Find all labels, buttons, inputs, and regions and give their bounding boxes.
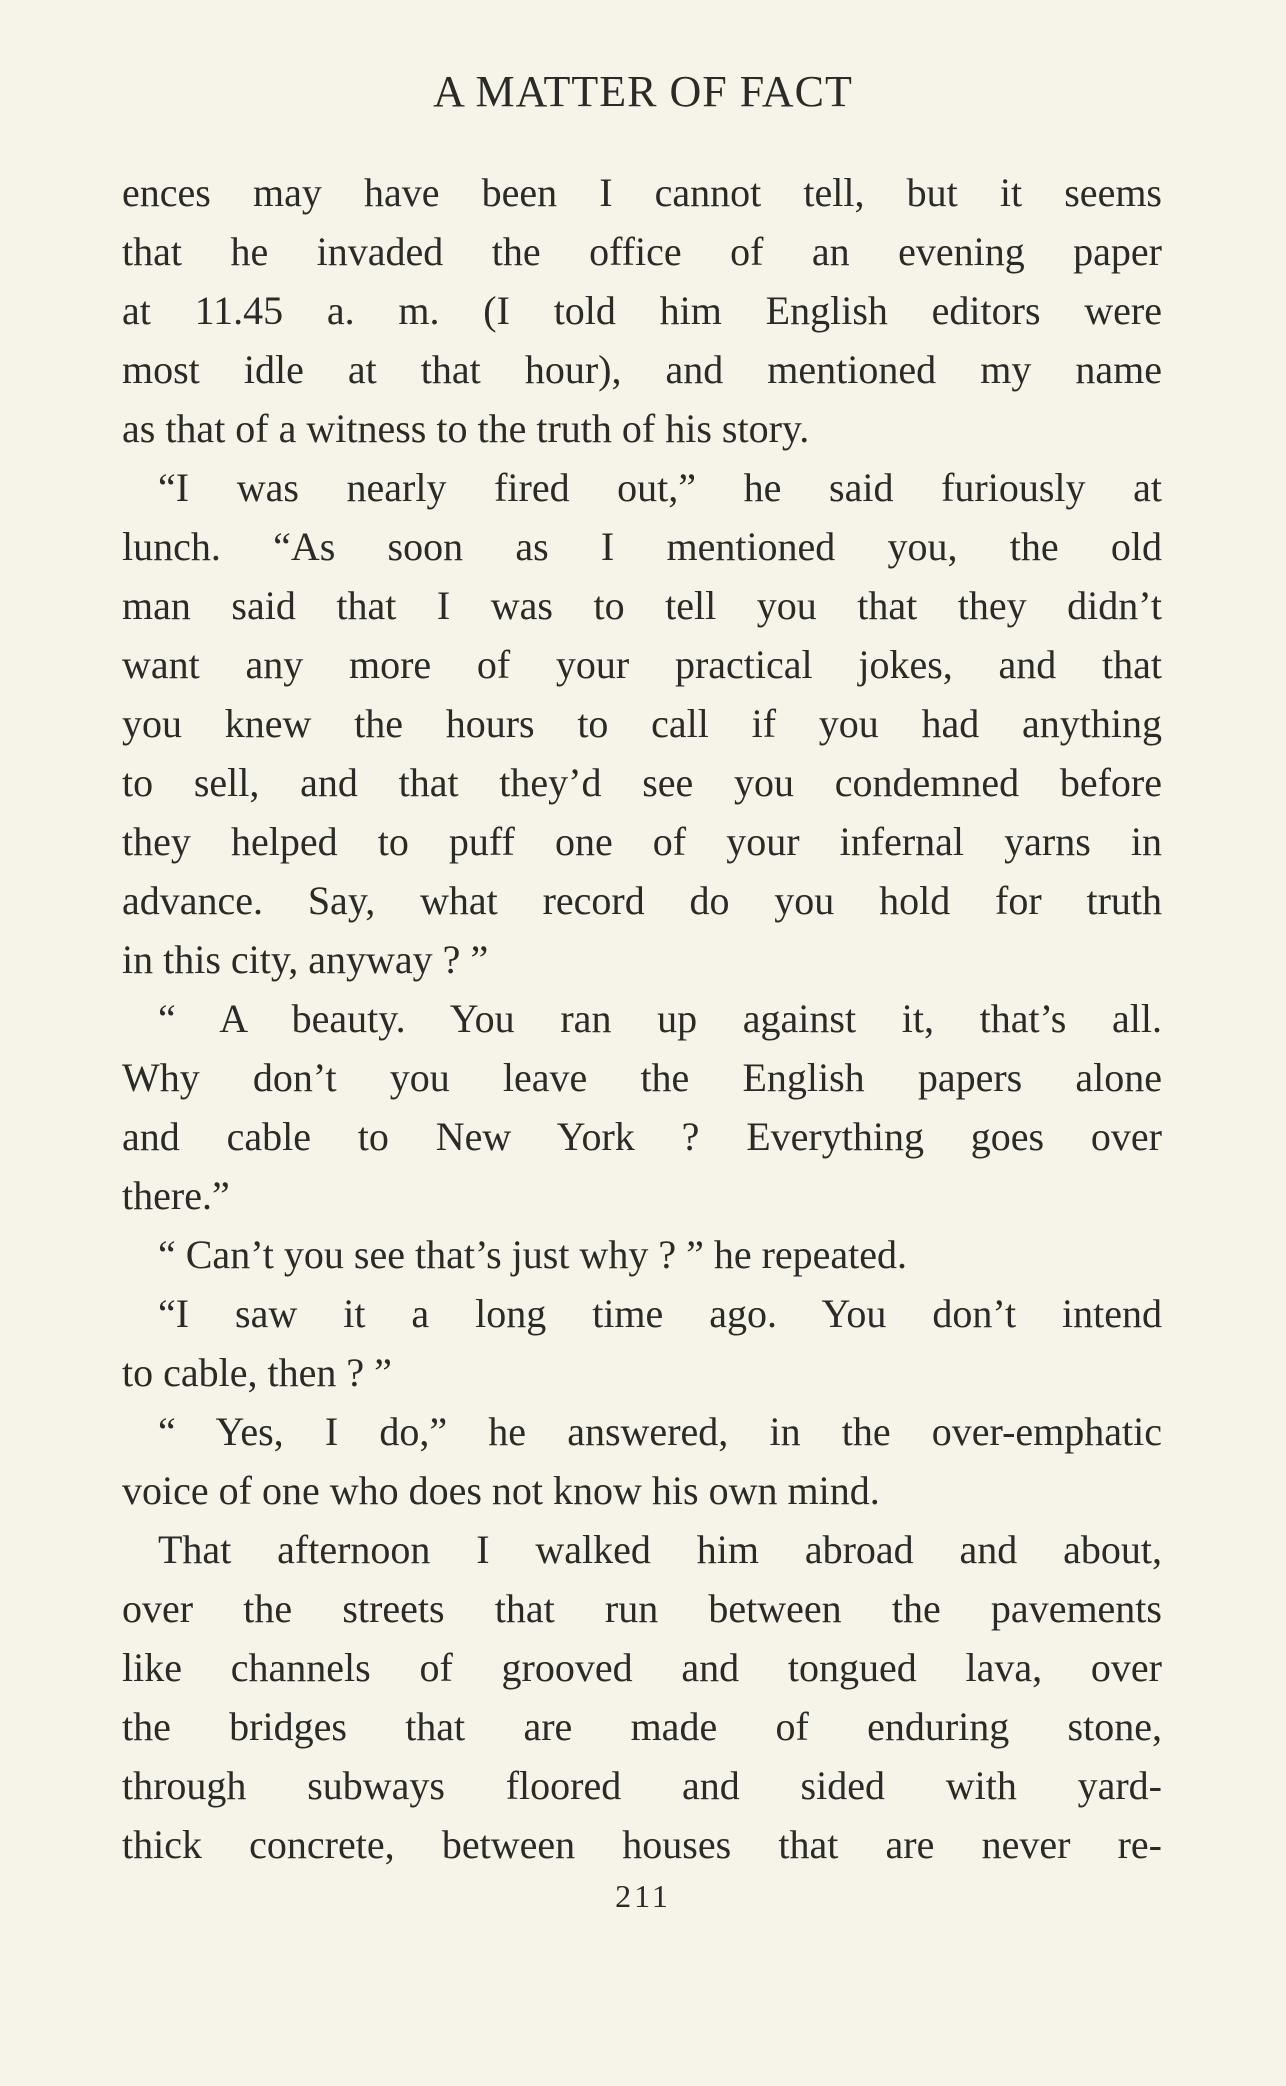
text-line: most idle at that hour), and mentioned my name: [122, 347, 1162, 392]
page-body-text: [122, 163, 1162, 1874]
text-line: lunch. “As soon as I mentioned you, the old: [122, 524, 1162, 569]
text-line: you knew the hours to call if you had anything: [122, 701, 1162, 746]
text-line: that he invaded the office of an evening paper: [122, 229, 1162, 274]
text-line: the bridges that are made of enduring stone,: [122, 1704, 1162, 1749]
text-line: in this city, anyway ? ”: [122, 937, 489, 982]
text-line: over the streets that run between the pavements: [122, 1586, 1162, 1631]
text-line: like channels of grooved and tongued lava, over: [122, 1645, 1162, 1690]
page-number: 211: [615, 1878, 671, 1914]
text-line: through subways floored and sided with yard-: [122, 1763, 1162, 1808]
text-line: as that of a witness to the truth of his story.: [122, 406, 810, 451]
text-line: and cable to New York ? Everything goes over: [122, 1114, 1162, 1159]
text-line: “ Can’t you see that’s just why ? ” he repeated.: [158, 1232, 908, 1277]
text-line: man said that I was to tell you that they didn’t: [122, 583, 1162, 628]
text-line: Why don’t you leave the English papers alone: [122, 1055, 1162, 1100]
text-line: at 11.45 a. m. (I told him English editors were: [122, 288, 1162, 333]
text-line: they helped to puff one of your infernal yarns in: [122, 819, 1162, 864]
text-line: want any more of your practical jokes, and that: [122, 642, 1162, 687]
running-header: A MATTER OF FACT: [433, 67, 853, 116]
text-line: “ A beauty. You ran up against it, that’s all.: [158, 996, 1162, 1041]
text-line: That afternoon I walked him abroad and about,: [158, 1527, 1162, 1572]
text-line: voice of one who does not know his own mind.: [122, 1468, 880, 1513]
text-line: ences may have been I cannot tell, but it seems: [122, 170, 1162, 215]
text-line: to cable, then ? ”: [122, 1350, 392, 1395]
text-line: thick concrete, between houses that are never re-: [122, 1822, 1162, 1867]
text-line: “I saw it a long time ago. You don’t intend: [158, 1291, 1162, 1336]
text-line: “ Yes, I do,” he answered, in the over-emphatic: [158, 1409, 1162, 1454]
text-line: there.”: [122, 1173, 230, 1218]
text-line: to sell, and that they’d see you condemned before: [122, 760, 1162, 805]
text-line: “I was nearly fired out,” he said furiously at: [158, 465, 1162, 510]
text-line: advance. Say, what record do you hold for truth: [122, 878, 1162, 923]
